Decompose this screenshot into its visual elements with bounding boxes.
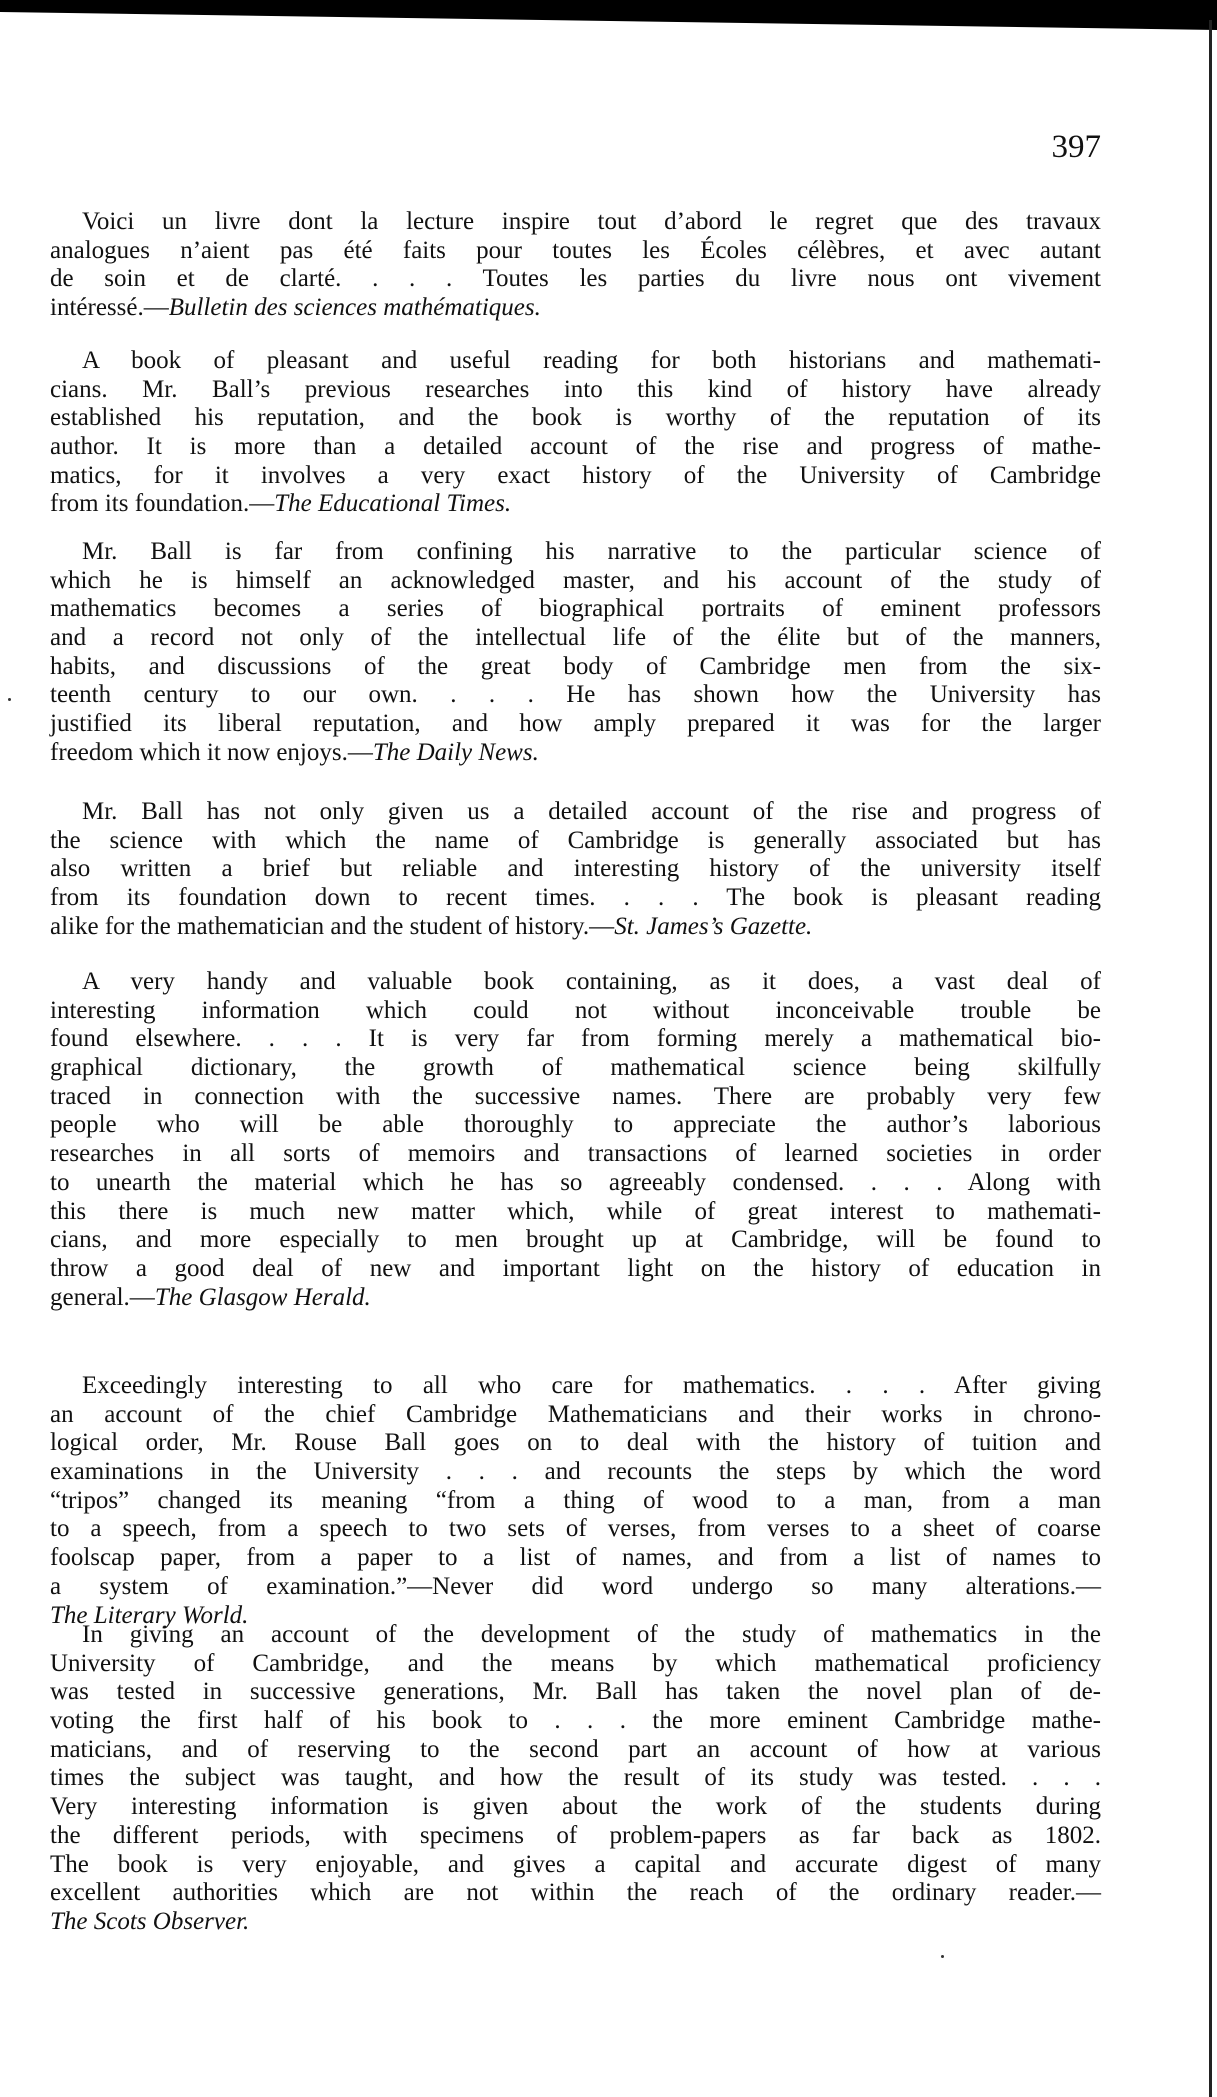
review-source: The Scots Observer. <box>50 1907 250 1935</box>
text-line: de soin et de clarté. . . . Toutes les parties du livre nous ont vivement <box>50 265 1101 293</box>
text-line: cians, and more especially to men brought up at Cambridge, will be found to <box>50 1226 1101 1254</box>
text-line: cians. Mr. Ball’s previous researches into this kind of history have already <box>50 375 1101 403</box>
text-line: foolscap paper, from a paper to a list of names, and from a list of names to <box>50 1544 1101 1572</box>
text-line: “tripos” changed its meaning “from a thing of wood to a man, from a man <box>50 1486 1101 1514</box>
text-line: throw a good deal of new and important light on the history of education in <box>50 1254 1101 1282</box>
text-line-end: from its foundation.— <box>50 490 275 518</box>
review-paragraph <box>50 798 1101 941</box>
text-line: examinations in the University . . . and recounts the steps by which the word <box>50 1458 1101 1486</box>
text-line: In giving an account of the development of the study of mathematics in the <box>82 1621 1101 1648</box>
text-line: Very interesting information is given about the work of the students during <box>50 1793 1101 1821</box>
text-line: teenth century to our own. . . . He has shown how the University has <box>50 681 1101 709</box>
text-line: analogues n’aient pas été faits pour toutes les Écoles célèbres, et avec autant <box>50 236 1101 264</box>
review-paragraph <box>50 968 1101 1312</box>
text-line: this there is much new matter which, while of great interest to mathemati- <box>50 1197 1101 1225</box>
text-line: Voici un livre dont la lecture inspire tout d’abord le regret que des travaux <box>82 208 1101 235</box>
text-line: and a record not only of the intellectual life of the élite but of the manners, <box>50 624 1101 652</box>
text-line-with-source <box>50 1284 1101 1313</box>
text-line-with-source <box>50 739 1101 768</box>
text-line: to a speech, from a speech to two sets of verses, from verses to a sheet of coarse <box>50 1515 1101 1543</box>
review-paragraph <box>50 208 1101 323</box>
text-line: The book is very enjoyable, and gives a capital and accurate digest of many <box>50 1850 1101 1878</box>
text-line: also written a brief but reliable and interesting history of the university itself <box>50 855 1101 883</box>
page-number: 397 <box>1051 129 1101 165</box>
review-source: Bulletin des sciences mathématiques. <box>168 294 541 322</box>
text-line-with-source <box>50 1908 1101 1937</box>
text-line: logical order, Mr. Rouse Ball goes on to deal with the history of tuition and <box>50 1429 1101 1457</box>
text-line: author. It is more than a detailed account of the rise and progress of mathe- <box>50 433 1101 461</box>
review-source: The Daily News. <box>372 738 539 766</box>
review-paragraph <box>50 1621 1101 1937</box>
text-line: was tested in successive generations, Mr. Ball has taken the novel plan of de- <box>50 1678 1101 1706</box>
text-line-with-source <box>50 490 1101 519</box>
text-line: times the subject was taught, and how the result of its study was tested. . . . <box>50 1764 1101 1792</box>
review-source: The Literary World. <box>50 1601 249 1629</box>
text-line-end: freedom which it now enjoys.— <box>50 738 373 766</box>
text-line: University of Cambridge, and the means by which mathematical proficiency <box>50 1649 1101 1677</box>
text-line-end: intéressé.— <box>50 294 169 322</box>
text-line: excellent authorities which are not within the reach of the ordinary reader.— <box>50 1879 1101 1907</box>
review-source: The Educational Times. <box>274 490 512 518</box>
scan-top-border <box>0 0 1217 32</box>
review-paragraph <box>50 538 1101 768</box>
text-line: an account of the chief Cambridge Mathematicians and their works in chrono- <box>50 1400 1101 1428</box>
text-line: graphical dictionary, the growth of mathematical science being skilfully <box>50 1054 1101 1082</box>
text-line: Mr. Ball has not only given us a detailed account of the rise and progress of <box>82 798 1101 825</box>
text-line-with-source <box>50 294 1101 323</box>
review-source: The Glasgow Herald. <box>154 1283 371 1311</box>
text-line: to unearth the material which he has so agreeably condensed. . . . Along with <box>50 1168 1101 1196</box>
text-line: habits, and discussions of the great body of Cambridge men from the six- <box>50 652 1101 680</box>
text-line: matics, for it involves a very exact history of the University of Cambridge <box>50 461 1101 489</box>
text-line: the science with which the name of Cambridge is generally associated but has <box>50 826 1101 854</box>
text-line: established his reputation, and the book is worthy of the reputation of its <box>50 404 1101 432</box>
text-line: found elsewhere. . . . It is very far from forming merely a mathematical bio- <box>50 1025 1101 1053</box>
scan-speck <box>8 698 11 701</box>
text-line: mathematics becomes a series of biographical portraits of eminent professors <box>50 595 1101 623</box>
text-line: A very handy and valuable book containing, as it does, a vast deal of <box>82 968 1101 995</box>
text-line: researches in all sorts of memoirs and transactions of learned societies in order <box>50 1140 1101 1168</box>
review-paragraph <box>50 347 1101 519</box>
text-line: a system of examination.”—Never did word undergo so many alterations.— <box>50 1572 1101 1600</box>
text-line: which he is himself an acknowledged master, and his account of the study of <box>50 566 1101 594</box>
text-line: people who will be able thoroughly to appreciate the author’s laborious <box>50 1111 1101 1139</box>
text-line: maticians, and of reserving to the second part an account of how at various <box>50 1735 1101 1763</box>
text-line-end: general.— <box>50 1283 155 1311</box>
text-line: justified its liberal reputation, and how amply prepared it was for the larger <box>50 710 1101 738</box>
text-line: traced in connection with the successive names. There are probably very few <box>50 1082 1101 1110</box>
scan-right-edge <box>1209 20 1212 2097</box>
review-paragraph <box>50 1372 1101 1630</box>
text-line: Mr. Ball is far from confining his narrative to the particular science of <box>82 538 1101 565</box>
text-line-end: alike for the mathematician and the student of history.— <box>50 912 615 940</box>
text-line: the different periods, with specimens of problem-papers as far back as 1802. <box>50 1821 1101 1849</box>
text-line: voting the first half of his book to . . . the more eminent Cambridge mathe- <box>50 1707 1101 1735</box>
review-source: St. James’s Gazette. <box>614 912 813 940</box>
text-line-with-source <box>50 913 1101 942</box>
scan-speck <box>941 1955 944 1958</box>
text-line: A book of pleasant and useful reading for both historians and mathemati- <box>82 347 1101 374</box>
text-line: Exceedingly interesting to all who care for mathematics. . . . After giving <box>82 1372 1101 1399</box>
text-line: from its foundation down to recent times. . . . The book is pleasant reading <box>50 884 1101 912</box>
text-line: interesting information which could not without inconceivable trouble be <box>50 996 1101 1024</box>
